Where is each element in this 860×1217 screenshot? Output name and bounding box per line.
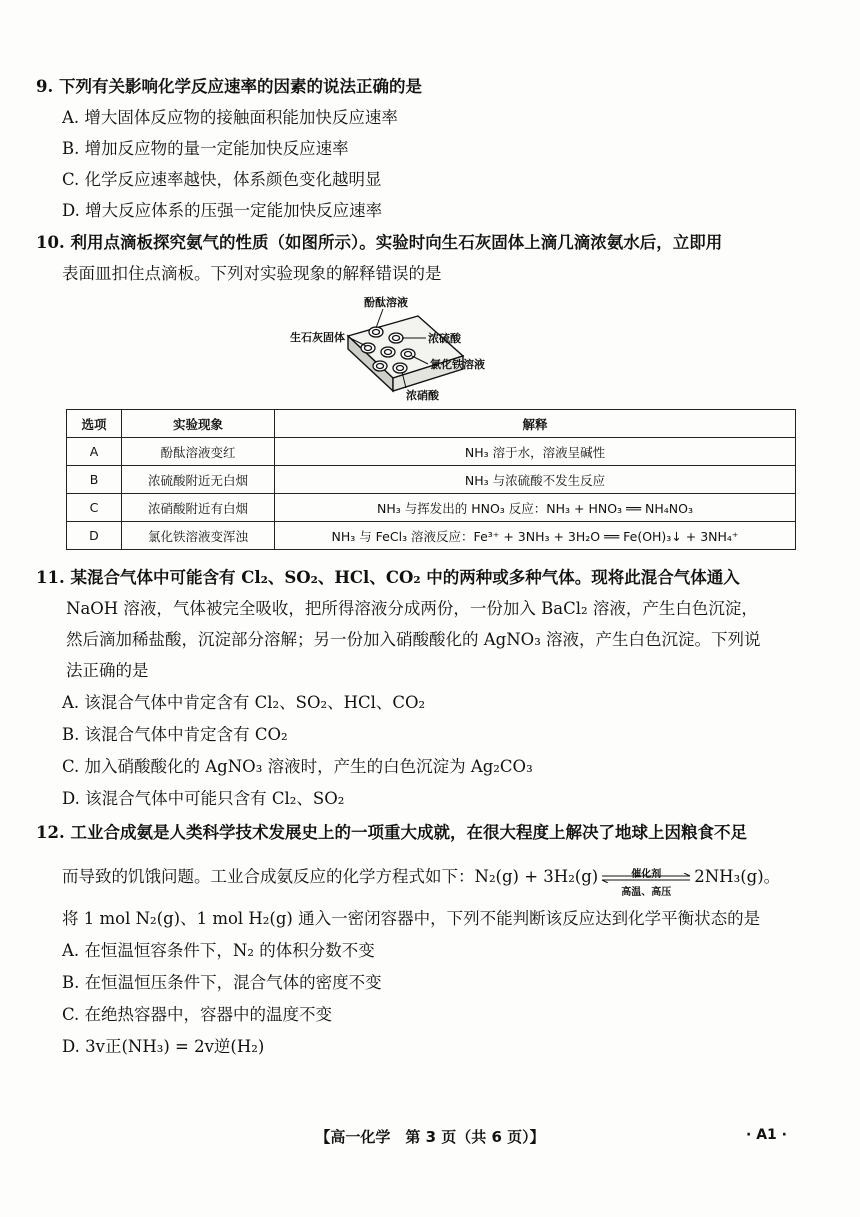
row-option: C — [67, 494, 122, 522]
label-fecl3: 氯化铁溶液 — [430, 358, 485, 371]
q9-option-c: C. 化学反应速率越快，体系颜色变化越明显 — [62, 170, 382, 189]
q12-stem-line2 — [62, 866, 781, 898]
q11-stem-line2: NaOH 溶液，气体被完全吸收，把所得溶液分成两份，一份加入 BaCl₂ 溶液，产生白色沉淀， — [66, 599, 758, 618]
q12-option-d: D. 3v正(NH₃) = 2v逆(H₂) — [62, 1037, 265, 1056]
row-phenomenon: 浓硫酸附近无白烟 — [122, 466, 275, 494]
label-quicklime: 生石灰固体 — [290, 331, 345, 344]
q12-stem-line3: 将 1 mol N₂(g)、1 mol H₂(g) 通入一密闭容器中，下列不能判断该反应达到化学平衡状态的是 — [62, 909, 761, 928]
header-phenomenon: 实验现象 — [122, 410, 275, 438]
q9-option-b: B. 增加反应物的量一定能加快反应速率 — [62, 139, 349, 158]
table-row — [67, 494, 796, 522]
table-row — [67, 522, 796, 550]
table-row — [67, 466, 796, 494]
q11-option-a: A. 该混合气体中肯定含有 Cl₂、SO₂、HCl、CO₂ — [62, 693, 426, 712]
q11-option-c: C. 加入硝酸酸化的 AgNO₃ 溶液时，产生的白色沉淀为 Ag₂CO₃ — [62, 757, 533, 776]
header-option: 选项 — [67, 410, 122, 438]
row-option: B — [67, 466, 122, 494]
condition-label: 高温、高压 — [621, 887, 672, 898]
q12-option-a: A. 在恒温恒容条件下，N₂ 的体积分数不变 — [62, 941, 375, 960]
catalyst-label: 催化剂 — [631, 869, 662, 880]
row-phenomenon: 氯化铁溶液变浑浊 — [122, 522, 275, 550]
page-footer: 【高一化学 第 3 页（共 6 页）】 — [315, 1128, 545, 1146]
q9-stem: 9. 下列有关影响化学反应速率的因素的说法正确的是 — [36, 77, 422, 96]
q11-option-d: D. 该混合气体中可能只含有 Cl₂、SO₂ — [62, 789, 345, 808]
row-phenomenon: 酚酞溶液变红 — [122, 438, 275, 466]
q10-stem-line2: 表面皿扣住点滴板。下列对实验现象的解释错误的是 — [62, 264, 442, 283]
table-row — [67, 438, 796, 466]
q12-option-c: C. 在绝热容器中，容器中的温度不变 — [62, 1005, 333, 1024]
table-header-row — [67, 410, 796, 438]
row-option: A — [67, 438, 122, 466]
q12-equation-right: 2NH₃(g)。 — [694, 867, 781, 886]
q12-option-b: B. 在恒温恒压条件下，混合气体的密度不变 — [62, 973, 382, 992]
equilibrium-arrow — [600, 866, 692, 898]
experiment-table — [66, 409, 796, 550]
q11-stem-line4: 法正确的是 — [66, 661, 149, 680]
q10-stem-line1: 10. 利用点滴板探究氨气的性质（如图所示）。实验时向生石灰固体上滴几滴浓氨水后，立即用 — [36, 233, 723, 252]
label-phenolphthalein: 酚酞溶液 — [364, 296, 408, 309]
q12-equation-left: 而导致的饥饿问题。工业合成氨反应的化学方程式如下：N₂(g) + 3H₂(g) — [62, 867, 599, 886]
paper-version-tag: · A1 · — [746, 1127, 787, 1143]
q11-stem-line3: 然后滴加稀盐酸，沉淀部分溶解；另一份加入硝酸酸化的 AgNO₃ 溶液，产生白色沉淀。下列说 — [66, 630, 761, 649]
q11-option-b: B. 该混合气体中肯定含有 CO₂ — [62, 725, 288, 744]
row-explanation: NH₃ 与 FeCl₃ 溶液反应：Fe³⁺ + 3NH₃ + 3H₂O ══ Fe(OH)₃↓ + 3NH₄⁺ — [275, 522, 796, 550]
spot-plate-diagram — [288, 296, 508, 406]
row-explanation: NH₃ 溶于水，溶液呈碱性 — [275, 438, 796, 466]
row-explanation: NH₃ 与浓硫酸不发生反应 — [275, 466, 796, 494]
q11-stem-line1: 11. 某混合气体中可能含有 Cl₂、SO₂、HCl、CO₂ 中的两种或多种气体。现将此混合气体通入 — [36, 568, 740, 587]
q9-option-d: D. 增大反应体系的压强一定能加快反应速率 — [62, 201, 383, 220]
label-conc-h2so4: 浓硫酸 — [428, 332, 461, 345]
row-phenomenon: 浓硝酸附近有白烟 — [122, 494, 275, 522]
q9-option-a: A. 增大固体反应物的接触面积能加快反应速率 — [62, 108, 398, 127]
q12-stem-line1: 12. 工业合成氨是人类科学技术发展史上的一项重大成就，在很大程度上解决了地球上因粮食不足 — [36, 823, 747, 842]
row-option: D — [67, 522, 122, 550]
header-explanation: 解释 — [275, 410, 796, 438]
row-explanation: NH₃ 与挥发出的 HNO₃ 反应：NH₃ + HNO₃ ══ NH₄NO₃ — [275, 494, 796, 522]
label-conc-hno3: 浓硝酸 — [406, 389, 439, 402]
